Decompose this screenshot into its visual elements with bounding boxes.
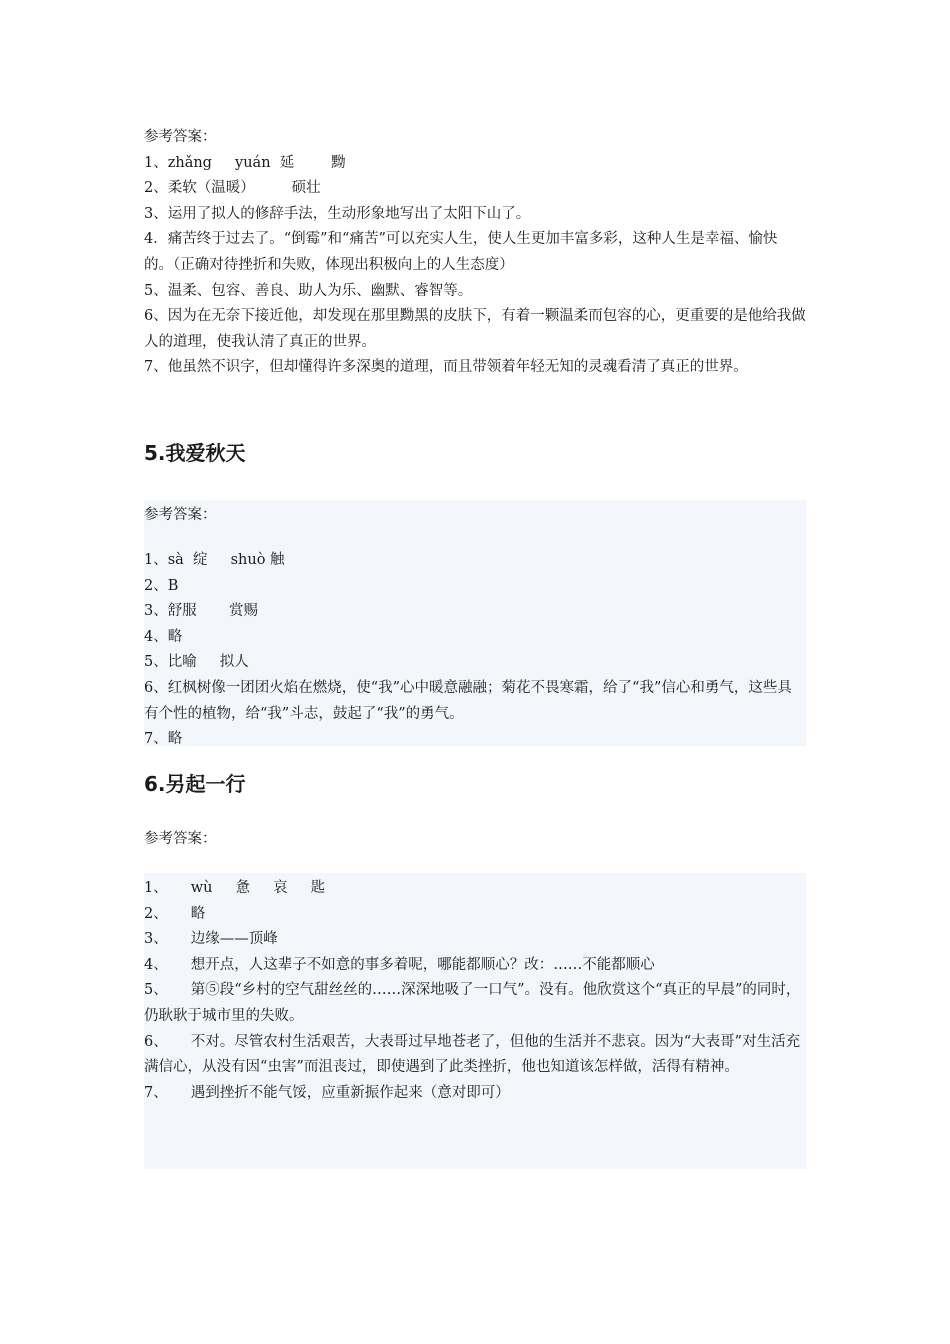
answer-item-3: 3、舒服 赏赐 [144, 603, 258, 620]
answer-item-6: 6、因为在无奈下接近他，却发现在那里黝黑的皮肤下，有着一颗温柔而包容的心，更重要的是他给我做人的道理，使我认清了真正的世界。 [144, 308, 806, 350]
answer-item-1: 1、 wù 惫 哀 匙 [144, 880, 326, 896]
answer-item-3: 3、 边缘——顶峰 [144, 931, 278, 948]
answer-item-5: 5、 第⑤段“乡村的空气甜丝丝的……深深地吸了一口气”。没有。他欣赏这个“真正的早晨”的同时，仍耿耿于城市里的失败。 [144, 982, 801, 1024]
answer-item-4: 4、略 [144, 628, 183, 645]
answer-item-4: 4、 想开点，人这辈子不如意的事多着呢，哪能都顺心？改：……不能都顺心 [144, 956, 655, 973]
answer-label: 参考答案： [144, 129, 217, 145]
section-5-title: 5.我爱秋天 [144, 441, 246, 465]
answer-item-5: 5、温柔、包容、善良、助人为乐、幽默、睿智等。 [144, 282, 473, 299]
section-5-answer-box [144, 500, 806, 746]
section-6-title: 6.另起一行 [144, 772, 246, 796]
answer-item-2: 2、 略 [144, 905, 206, 922]
answer-item-6: 6、 不对。尽管农村生活艰苦，大表哥过早地苍老了，但他的生活并不悲哀。因为“大表哥”对生活充满信心，从没有因“虫害”而沮丧过，即使遇到了此类挫折，他也知道该怎样做，活得有精神。 [144, 1033, 801, 1076]
answer-item-2: 2、柔软（温暖） 硕壮 [144, 180, 321, 197]
answer-item-3: 3、运用了拟人的修辞手法，生动形象地写出了太阳下山了。 [144, 205, 531, 222]
answer-label: 参考答案： [144, 507, 217, 523]
answer-item-1: 1、zhǎng yuán 延 黝 [144, 154, 346, 171]
section-6-answer-box [144, 873, 806, 1169]
section-6-answer-label: 参考答案： [144, 831, 217, 847]
answer-item-7: 7、他虽然不识字，但却懂得许多深奥的道理，而且带领着年轻无知的灵魂看清了真正的世界。 [144, 359, 748, 376]
section-5-answer-list [144, 548, 806, 753]
answer-item-1: 1、sà 绽 shuò 触 [144, 552, 285, 568]
answer-item-6: 6、红枫树像一团团火焰在燃烧，使“我”心中暖意融融；菊花不畏寒霜，给了“我”信心和勇气，这些具有个性的植物，给“我”斗志，鼓起了“我”的勇气。 [144, 679, 792, 722]
section-4-answers [144, 125, 806, 381]
answer-item-5: 5、比喻 拟人 [144, 654, 249, 671]
answer-item-2: 2、B [144, 577, 179, 594]
answer-item-4: 4．痛苦终于过去了。“倒霉”和“痛苦”可以充实人生，使人生更加丰富多彩，这种人生是幸福、愉快的。（正确对待挫折和失败，体现出积极向上的人生态度） [144, 231, 778, 273]
answer-item-7: 7、 遇到挫折不能气馁，应重新振作起来（意对即可） [144, 1084, 510, 1101]
section-6-answer-list [144, 876, 806, 1106]
answer-item-7: 7、略 [144, 731, 183, 748]
